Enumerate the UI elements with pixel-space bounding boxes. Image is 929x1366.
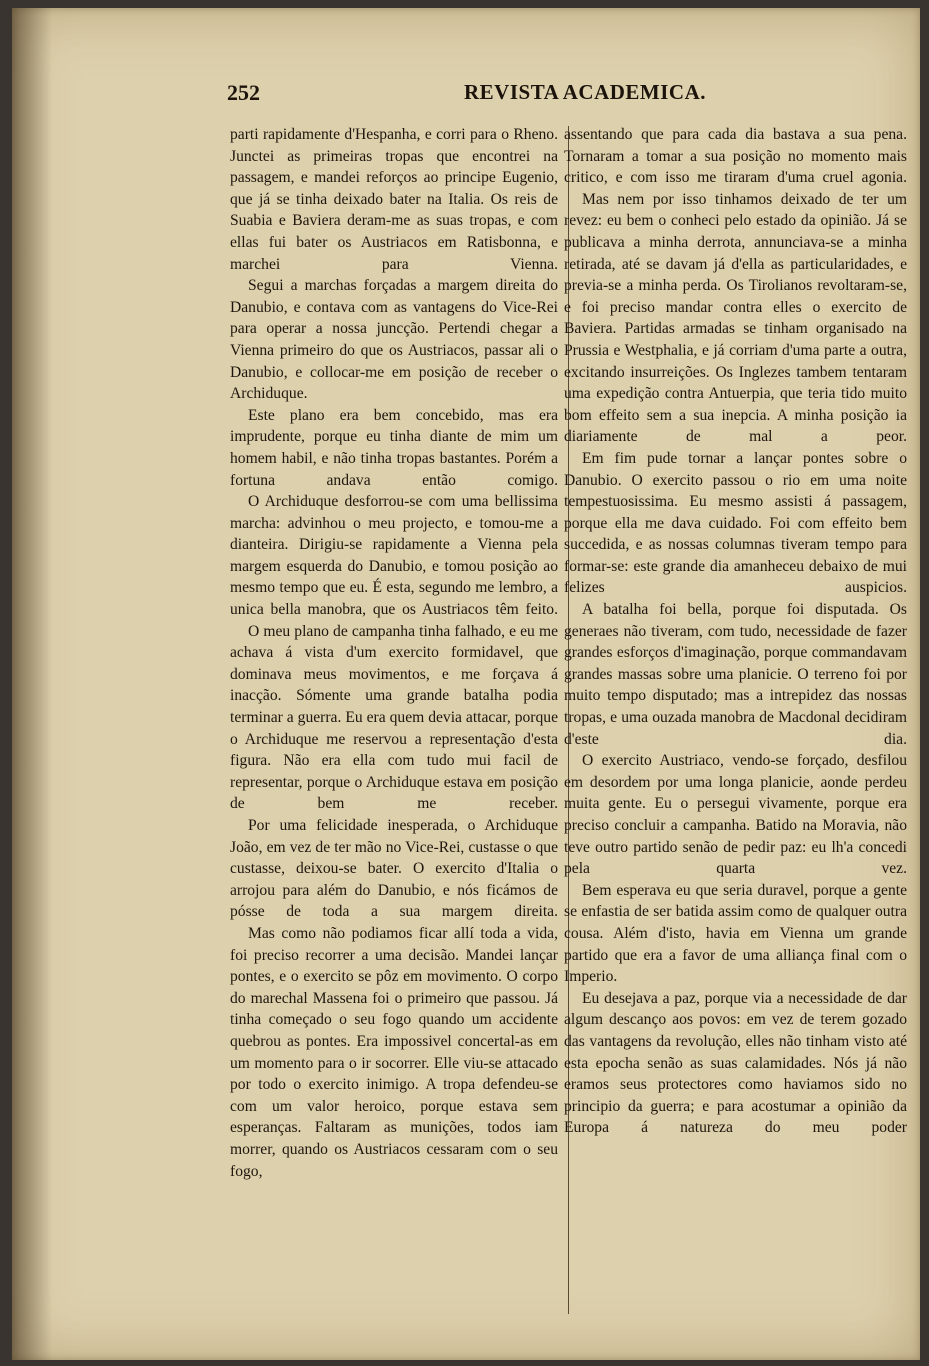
paragraph: Bem esperava eu que seria duravel, porque a gente se enfastia de ser batida assim como de qualquer outra cousa. Além d'isto, havia em Vienna um grande partido que era a favor de uma alliança final com o Imperio.: [564, 881, 907, 986]
paragraph: Mas como não podiamos ficar allí toda a vida, foi preciso recorrer a uma decisão. Mandei lançar pontes, e o exercito se pôz em movimento. O corpo do marechal Massena foi o primeiro que passou. Já tinha começado o seu fogo quando um accidente quebrou as pontes. Era impossivel concertal-as em um momento para o ir socorrer. Elle viu-se attacado por todo o exercito inimigo. A tropa defendeu-se com um valor heroico, porque estava sem esperanças. Faltaram as munições, todos iam morrer, quando os Austriacos cessaram com o seu fogo,: [230, 924, 558, 1180]
page-header: [227, 80, 706, 112]
paragraph: Mas nem por isso tinhamos deixado de ter um revez: eu bem o conheci pelo estado da opinião. Já se publicava a minha derrota, annunciava-se a minha retirada, até se davam já d'ella as particularidades, e previa-se a minha perda. Os Tirolianos revoltaram-se, e foi preciso mandar contra elles o exercito de Baviera. Partidas armadas se tinham organisado na Prussia e Westphalia, e já corriam d'uma parte a outra, excitando insurreições. Os Inglezes tambem tentaram uma expedição contra Antuerpia, que teria tido muito bom effeito sem a sua inepcia. A minha posição ia diariamente de mal a peor.: [564, 190, 907, 446]
right-column: [564, 124, 907, 1139]
paragraph: O exercito Austriaco, vendo-se forçado, desfilou em desordem por uma longa planicie, aonde perdeu muita gente. Eu o persegui vivamente, porque era preciso concluir a campanha. Batido na Moravia, não teve outro partido senão de pedir paz: eu lh'a concedi pela quarta vez.: [564, 752, 907, 878]
book-page: [12, 8, 920, 1360]
paragraph-continued: parti rapidamente d'Hespanha, e corri para o Rheno. Junctei as primeiras tropas que encontrei na passagem, e mandei reforços ao principe Eugenio, que já se tinha deixado bater na Italia. Os reis de Suabia e Baviera deram-me as suas tropas, e com ellas fui bater os Austriacos em Ratisbonna, e marchei para Vienna.: [230, 126, 558, 273]
paragraph: O meu plano de campanha tinha falhado, e eu me achava á vista d'um exercito formidavel, que dominava meus movimentos, e me forçava á inacção. Sómente uma grande batalha podia terminar a guerra. Eu era quem devia attacar, porque o Archiduque me reservou a representação d'esta figura. Não era ella com tudo mui facil de representar, porque o Archiduque estava em posição de bem me receber.: [230, 622, 558, 813]
page-number: 252: [227, 80, 260, 105]
binding-shadow: [12, 8, 52, 1360]
running-title: REVISTA ACADEMICA.: [464, 80, 706, 104]
paragraph: Este plano era bem concebido, mas era imprudente, porque eu tinha diante de mim um homem habil, e não tinha tropas bastantes. Porém a fortuna andava então comigo.: [230, 406, 558, 489]
paragraph: Segui a marchas forçadas a margem direita do Danubio, e contava com as vantagens do Vice-Rei para operar a nossa juncção. Pertendi chegar a Vienna primeiro do que os Austriacos, passar ali o Danubio, e collocar-me em posição de receber o Archiduque.: [230, 277, 558, 403]
paragraph: A batalha foi bella, porque foi disputada. Os generaes não tiveram, com tudo, necessidade de fazer grandes esforços d'imaginação, porque commandavam grandes massas sobre uma planicie. O terreno foi por muito tempo disputado; mas a intrepidez das nossas tropas, e uma ouzada manobra de Macdonal decidiram d'este dia.: [564, 601, 907, 748]
paragraph-continued: assentando que para cada dia bastava a sua pena. Tornaram a tomar a sua posição no momento mais critico, e com isso me tiraram d'uma cruel agonia.: [564, 126, 907, 187]
left-column: [230, 124, 558, 1182]
paragraph: Por uma felicidade inesperada, o Archiduque João, em vez de ter mão no Vice-Rei, custasse o que custasse, deixou-se bater. O exercito d'Italia o arrojou para além do Danubio, e nós ficámos de pósse de toda a sua margem direita.: [230, 817, 558, 921]
paragraph: Eu desejava a paz, porque via a necessidade de dar algum descanço aos povos: em vez de terem gozado das vantagens da revolução, elles não tinham visto até esta epocha senão as suas calamidades. Nós já não eramos seus protectores como haviamos sido no principio da guerra; e para acostumar a opinião da Europa á natureza do meu poder: [564, 989, 907, 1137]
paragraph: O Archiduque desforrou-se com uma bellissima marcha: advinhou o meu projecto, e tomou-me a dianteira. Dirigiu-se rapidamente a Vienna pela margem esquerda do Danubio, e tomou posição ao mesmo tempo que eu. É esta, segundo me lembro, a unica bella manobra, que os Austriacos têm feito.: [230, 493, 558, 619]
paragraph: Em fim pude tornar a lançar pontes sobre o Danubio. O exercito passou o rio em uma noite tempestuosissima. Eu mesmo assisti á passagem, porque ella me dava cuidado. Foi com effeito bem succedida, e as nossas columnas tiveram tempo para formar-se: este grande dia amanheceu debaixo de mui felizes auspicios.: [564, 449, 907, 597]
